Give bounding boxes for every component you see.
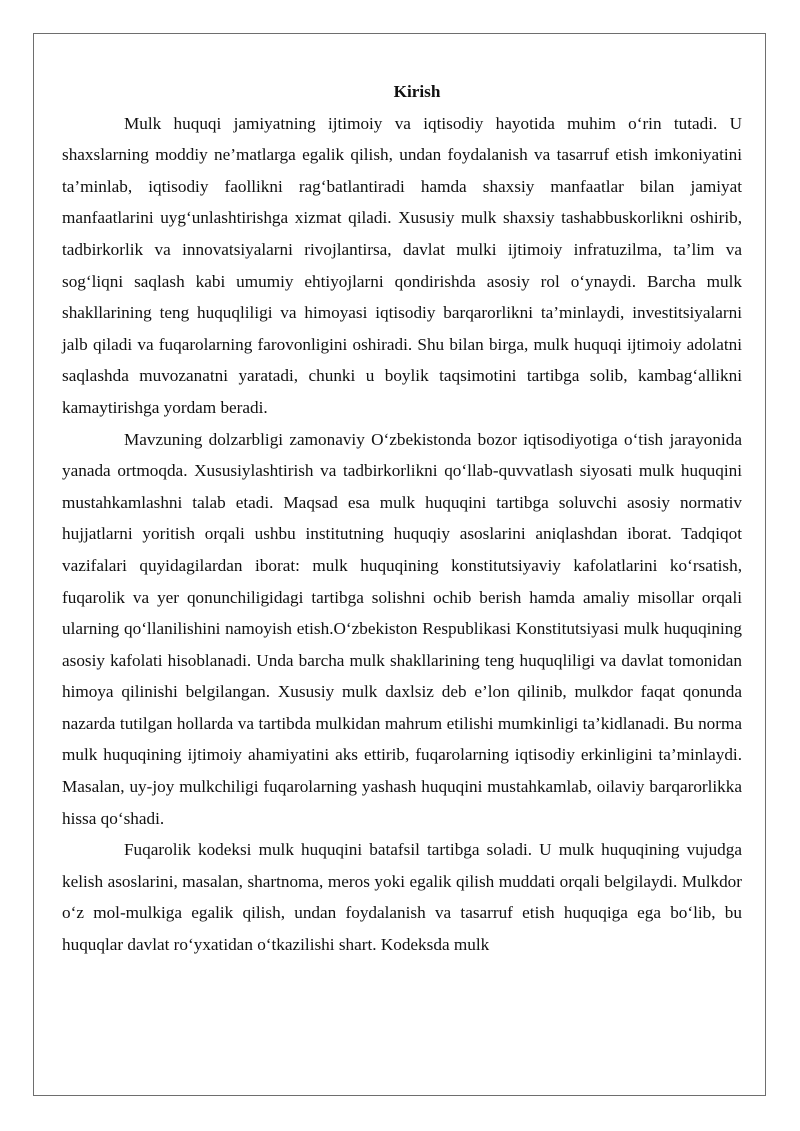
paragraph-relevance: Mavzuning dolzarbligi zamonaviy O‘zbekistonda bozor iqtisodiyotiga o‘tish jarayonida yanada ortmoqda. Xususiylashtirish va tadbirkorlikni qo‘llab-quvvatlash siyosati mulk huquqini mustahkamlashni talab etadi. Maqsad esa mulk huquqini tartibga soluvchi asosiy normativ hujjatlarni yoritish orqali ushbu institutning huquqiy asoslarini aniqlashdan iborat. Tadqiqot vazifalari quyidagilardan iborat: mulk huquqining konstitutsiyaviy kafolatlarini ko‘rsatish, fuqarolik va yer qonunchiligidagi tartibga solishni ochib berish hamda amaliy misollar orqali ularning qo‘llanilishini namoyish etish.O‘zbekiston Respublikasi Konstitutsiyasi mulk huquqining asosiy kafolati hisoblanadi. Unda barcha mulk shakllarining teng huquqliligi va davlat tomonidan himoya qilinishi belgilangan. Xususiy mulk daxlsiz deb e’lon qilinib, mulkdor faqat qonunda nazarda tutilgan hollarda va tartibda mulkidan mahrum etilishi mumkinligi ta’kidlanadi. Bu norma mulk huquqining ijtimoiy ahamiyatini aks ettirib, fuqarolarning iqtisodiy erkinligini ta’minlaydi. Masalan, uy-joy mulkchiligi fuqarolarning yashash huquqini mustahkamlab, oilaviy barqarorlikka hissa qo‘shadi. [62, 429, 742, 828]
paragraph-introduction: Mulk huquqi jamiyatning ijtimoiy va iqtisodiy hayotida muhim o‘rin tutadi. U shaxslarning moddiy ne’matlarga egalik qilish, undan foydalanish va tasarruf etish imkoniyatini ta’minlab, iqtisodiy faollikni rag‘batlantiradi hamda shaxsiy manfaatlar bilan jamiyat manfaatlarini uyg‘unlashtirishga xizmat qiladi. Xususiy mulk shaxsiy tashabbuskorlikni oshirib, tadbirkorlik va innovatsiyalarni rivojlantirsa, davlat mulki ijtimoiy infratuzilma, ta’lim va sog‘liqni saqlash kabi umumiy ehtiyojlarni qondirishda asosiy rol o‘ynaydi. Barcha mulk shakllarining teng huquqliligi va himoyasi iqtisodiy barqarorlikni ta’minlaydi, investitsiyalarni jalb qiladi va fuqarolarning farovonligini oshiradi. Shu bilan birga, mulk huquqi ijtimoiy adolatni saqlashda muvozanatni yaratadi, chunki u boylik taqsimotini tartibga solib, kambag‘allikni kamaytirishga yordam beradi. [62, 113, 742, 417]
document-body [62, 76, 742, 961]
section-title: Kirish [393, 82, 441, 101]
paragraph-civil-code: Fuqarolik kodeksi mulk huquqini batafsil tartibga soladi. U mulk huquqining vujudga kelish asoslarini, masalan, shartnoma, meros yoki egalik qilish muddati orqali belgilaydi. Mulkdor o‘z mol-mulkiga egalik qilish, undan foydalanish va tasarruf etish huquqiga ega bo‘lib, bu huquqlar davlat ro‘yxatidan o‘tkazilishi shart. Kodeksda mulk [62, 840, 742, 955]
